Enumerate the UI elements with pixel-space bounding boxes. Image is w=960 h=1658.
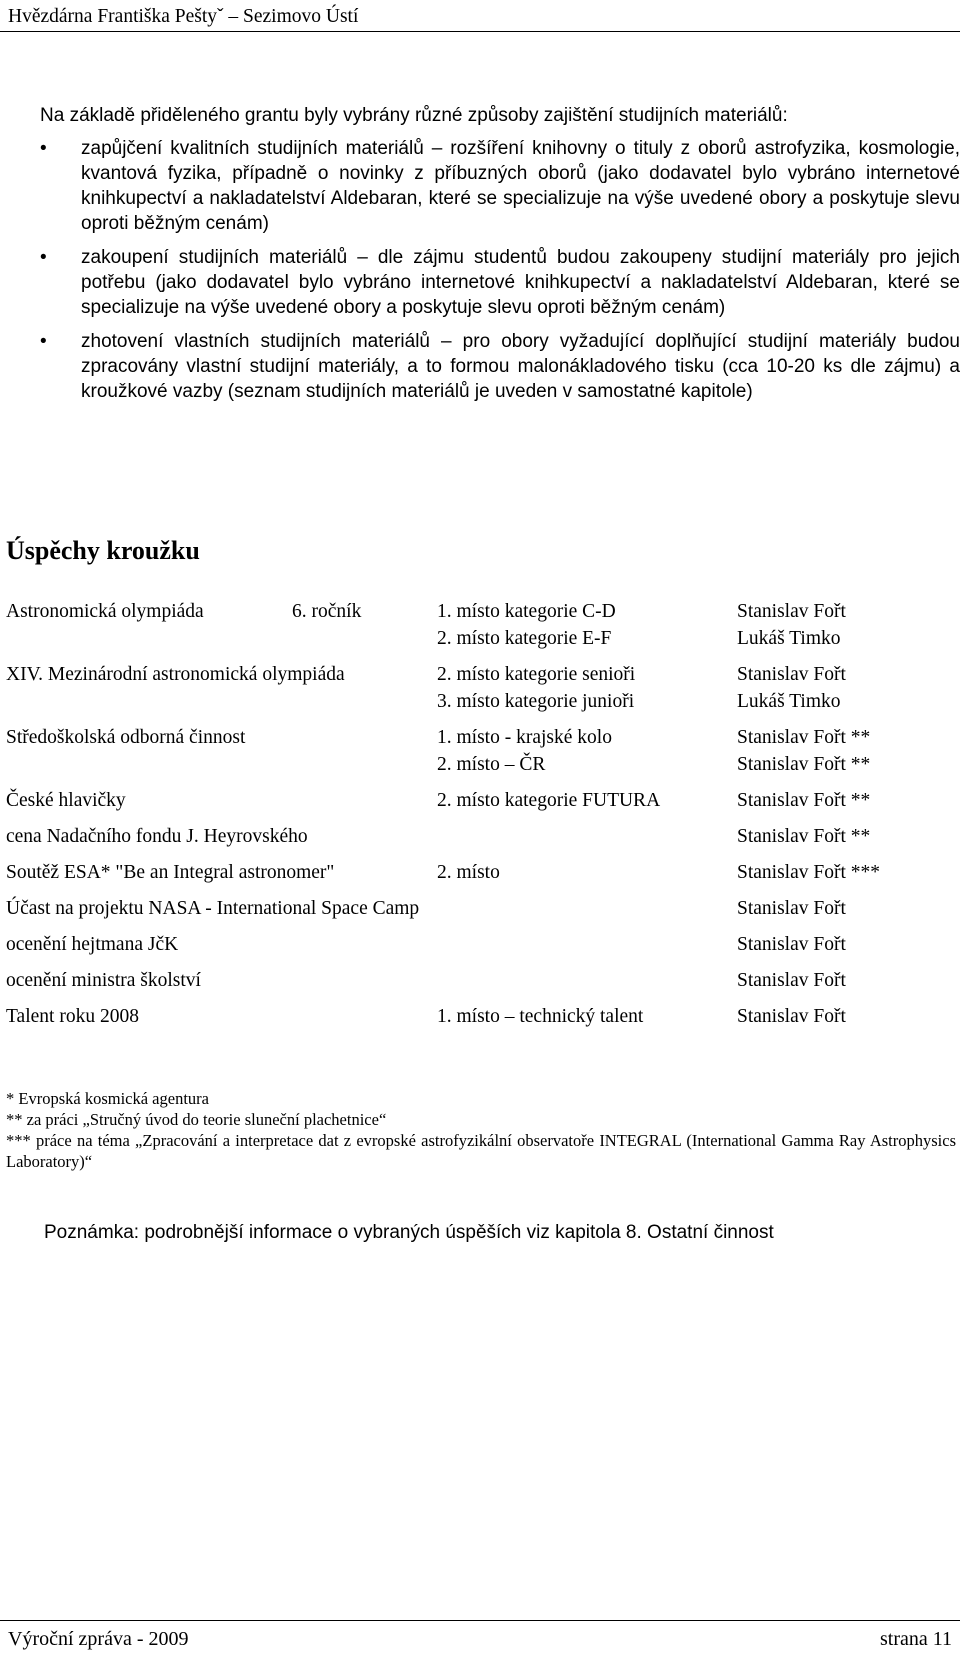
table-row [6, 787, 956, 814]
table-row [6, 859, 956, 886]
person-cell: Lukáš Timko [737, 628, 841, 649]
note-paragraph: Poznámka: podrobnější informace o vybraných úspěších viz kapitola 8. Ostatní činnost [44, 1222, 774, 1243]
table-row [6, 661, 956, 688]
table-row [6, 751, 956, 778]
section-heading: Úspěchy kroužku [6, 536, 200, 565]
event-cell [6, 688, 292, 715]
person-cell: Lukáš Timko [737, 691, 841, 712]
footer-divider [0, 1620, 960, 1621]
place-cell: 2. místo kategorie senioři [437, 664, 636, 685]
achievements-table [6, 598, 956, 1030]
event-cell: Účast na projektu NASA - International Space Camp [6, 898, 420, 919]
footnotes [6, 1088, 956, 1172]
footnote: ** za práci „Stručný úvod do teorie sluneční plachetnice“ [6, 1110, 387, 1129]
place-cell: 3. místo kategorie junioři [437, 691, 635, 712]
table-row [6, 724, 956, 751]
list-item: • zhotovení vlastních studijních materiálů – pro obory vyžadující doplňující studijní materiály budou zpracovány vlastní studijní materiály, a to formou malonákladového tisku (cca 10-20 ks dle zájmu) a kroužkové vazby (seznam studijních materiálů je uveden v samostatné kapitole) [40, 329, 960, 404]
page-header-title: Hvězdárna Františka Peštyˇ – Sezimovo Ústí [8, 6, 359, 27]
event-cell: ocenění ministra školství [6, 970, 201, 991]
materials-bullet-list [40, 136, 960, 413]
place-cell: 1. místo – technický talent [437, 1006, 644, 1027]
person-cell: Stanislav Fořt [737, 664, 846, 685]
person-cell: Stanislav Fořt [737, 898, 846, 919]
footnote: * Evropská kosmická agentura [6, 1089, 209, 1108]
place-cell: 2. místo kategorie E-F [437, 628, 612, 649]
event-cell: cena Nadačního fondu J. Heyrovského [6, 826, 308, 847]
grade-cell [292, 751, 437, 778]
event-cell [6, 625, 292, 652]
grade-cell: 6. ročník [292, 601, 362, 622]
table-row [6, 625, 956, 652]
place-cell [437, 823, 737, 850]
table-row [6, 823, 956, 850]
intro-paragraph: Na základě přiděleného grantu byly vybrány různé způsoby zajištění studijních materiálů: [40, 105, 788, 126]
event-cell [6, 751, 292, 778]
person-cell: Stanislav Fořt ** [737, 754, 871, 775]
footer-report-title: Výroční zpráva - 2009 [8, 1628, 189, 1650]
person-cell: Stanislav Fořt ** [737, 790, 871, 811]
table-row [6, 967, 956, 994]
list-item: • zapůjčení kvalitních studijních materiálů – rozšíření knihovny o tituly z oborů astrofyzika, kosmologie, kvantová fyzika, případně o novinky z příbuzných oborů (jako dodavatel bylo vybráno internetové knihkupectví a nakladatelství Aldebaran, které se specializuje na výše uvedené obory a poskytuje slevu oproti běžným cenám) [40, 136, 960, 236]
person-cell: Stanislav Fořt [737, 601, 846, 622]
table-row [6, 895, 956, 922]
table-row [6, 931, 956, 958]
event-cell: Talent roku 2008 [6, 1006, 139, 1027]
footnote: *** práce na téma „Zpracování a interpretace dat z evropské astrofyzikální observatoře INTEGRAL (International Gamma Ray Astrophysics Laboratory)“ [6, 1131, 956, 1171]
person-cell: Stanislav Fořt *** [737, 862, 881, 883]
person-cell: Stanislav Fořt [737, 970, 846, 991]
table-row [6, 688, 956, 715]
event-cell: ocenění hejtmana JčK [6, 934, 179, 955]
place-cell: 2. místo – ČR [437, 754, 546, 775]
person-cell: Stanislav Fořt ** [737, 727, 871, 748]
grade-cell [292, 688, 437, 715]
place-cell: 1. místo kategorie C-D [437, 601, 616, 622]
person-cell: Stanislav Fořt [737, 1006, 846, 1027]
place-cell: 1. místo - krajské kolo [437, 727, 612, 748]
list-item: • zakoupení studijních materiálů – dle zájmu studentů budou zakoupeny studijní materiály pro jejich potřebu (jako dodavatel bylo vybráno internetové knihkupectví a nakladatelství Aldebaran, které se specializuje na výše uvedené obory a poskytuje slevu oproti běžným cenám) [40, 245, 960, 320]
table-row [6, 598, 956, 625]
event-cell: České hlavičky [6, 790, 126, 811]
place-cell: 2. místo [437, 862, 500, 883]
table-row [6, 1003, 956, 1030]
footer-page-number: strana 11 [879, 1628, 952, 1650]
event-cell: Středoškolská odborná činnost [6, 727, 246, 748]
event-cell: XIV. Mezinárodní astronomická olympiáda [6, 664, 345, 685]
person-cell: Stanislav Fořt [737, 934, 846, 955]
person-cell: Stanislav Fořt ** [737, 826, 871, 847]
grade-cell [292, 625, 437, 652]
event-cell: Astronomická olympiáda [6, 601, 204, 622]
header-divider [0, 31, 960, 32]
event-cell: Soutěž ESA* "Be an Integral astronomer" [6, 862, 335, 883]
place-cell: 2. místo kategorie FUTURA [437, 790, 661, 811]
